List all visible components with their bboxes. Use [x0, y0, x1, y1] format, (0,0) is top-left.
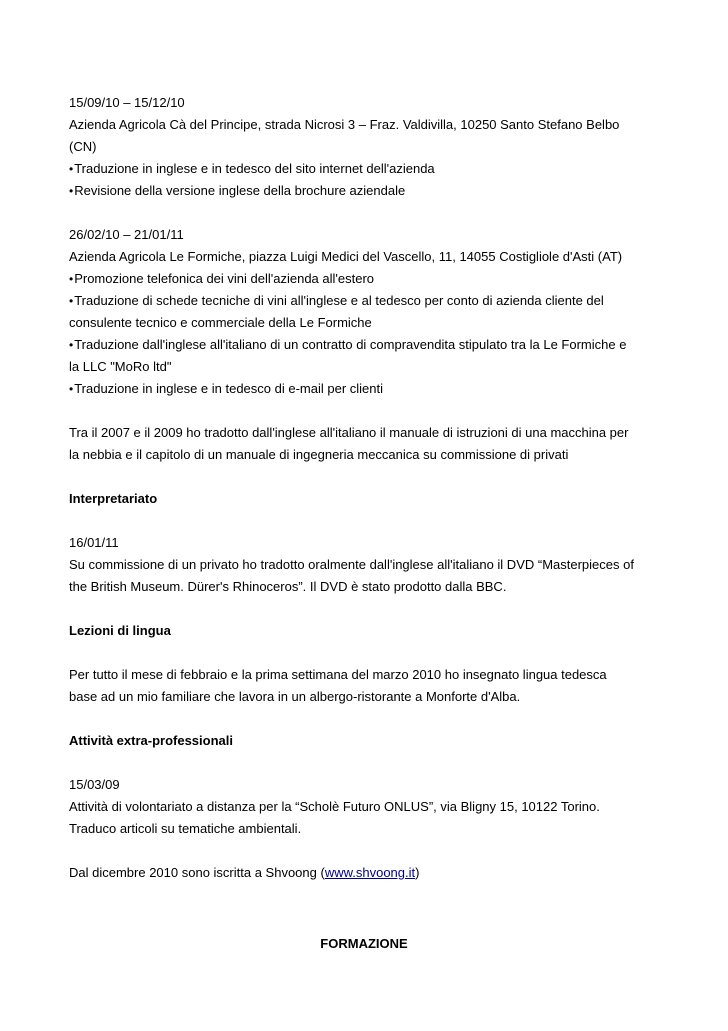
- bullet-icon: •: [69, 294, 74, 308]
- interpreting-date: 16/01/11: [69, 535, 119, 550]
- lessons-line1: Per tutto il mese di febbraio e la prima settimana del marzo 2010 ho insegnato lingua tedesca: [69, 667, 607, 682]
- list-item-continuation: consulente tecnico e commerciale della Le Formiche: [69, 315, 372, 330]
- extra-line1: Attività di volontariato a distanza per la “Scholè Futuro ONLUS”, via Bligny 15, 10122 Torino.: [69, 799, 600, 814]
- formazione-heading: FORMAZIONE: [320, 936, 408, 951]
- list-item: •Traduzione in inglese e in tedesco del sito internet dell'azienda: [69, 161, 435, 176]
- extra-date: 15/03/09: [69, 777, 120, 792]
- list-item: •Traduzione di schede tecniche di vini all'inglese e al tedesco per conto di azienda cliente del: [69, 293, 604, 308]
- list-item: •Promozione telefonica dei vini dell'azienda all'estero: [69, 271, 375, 286]
- extra-line2: Traduco articoli su tematiche ambientali.: [69, 821, 302, 836]
- bullet-icon: •: [69, 272, 74, 286]
- lessons-heading: Lezioni di lingua: [69, 623, 171, 638]
- interpreting-line1: Su commissione di un privato ho tradotto oralmente dall'inglese all'italiano il DVD “Masterpieces of: [69, 557, 634, 572]
- list-item: •Traduzione in inglese e in tedesco di e-mail per clienti: [69, 381, 383, 396]
- shvoong-line: Dal dicembre 2010 sono iscritta a Shvoong (www.shvoong.it): [69, 865, 420, 880]
- lessons-line2: base ad un mio familiare che lavora in un albergo-ristorante a Monforte d'Alba.: [69, 689, 521, 704]
- list-item: •Traduzione dall'inglese all'italiano di un contratto di compravendita stipulato tra la Le Formiche e: [69, 337, 627, 352]
- list-item-continuation: la LLC "MoRo ltd": [69, 359, 172, 374]
- formiche-company: Azienda Agricola Le Formiche, piazza Luigi Medici del Vascello, 11, 14055 Costigliole d'Asti (AT): [69, 249, 623, 264]
- bullet-icon: •: [69, 162, 74, 176]
- formiche-date: 26/02/10 – 21/01/11: [69, 227, 184, 242]
- bullet-icon: •: [69, 382, 74, 396]
- private-work-line2: la nebbia e il capitolo di un manuale di ingegneria meccanica su commissione di privati: [69, 447, 569, 462]
- principe-company-line1: Azienda Agricola Cà del Principe, strada Nicrosi 3 – Fraz. Valdivilla, 10250 Santo Stefano Belbo: [69, 117, 620, 132]
- bullet-icon: •: [69, 184, 74, 198]
- shvoong-link[interactable]: www.shvoong.it: [324, 865, 416, 880]
- interpreting-line2: the British Museum. Dürer's Rhinoceros”. Il DVD è stato prodotto dalla BBC.: [69, 579, 507, 594]
- principe-company-line2: (CN): [69, 139, 97, 154]
- private-work-line1: Tra il 2007 e il 2009 ho tradotto dall'inglese all'italiano il manuale di istruzioni di una macchina per: [69, 425, 629, 440]
- interpreting-heading: Interpretariato: [69, 491, 158, 506]
- document-body: [69, 92, 669, 884]
- list-item: •Revisione della versione inglese della brochure aziendale: [69, 183, 406, 198]
- extra-heading: Attività extra-professionali: [69, 733, 233, 748]
- principe-date: 15/09/10 – 15/12/10: [69, 95, 185, 110]
- bullet-icon: •: [69, 338, 74, 352]
